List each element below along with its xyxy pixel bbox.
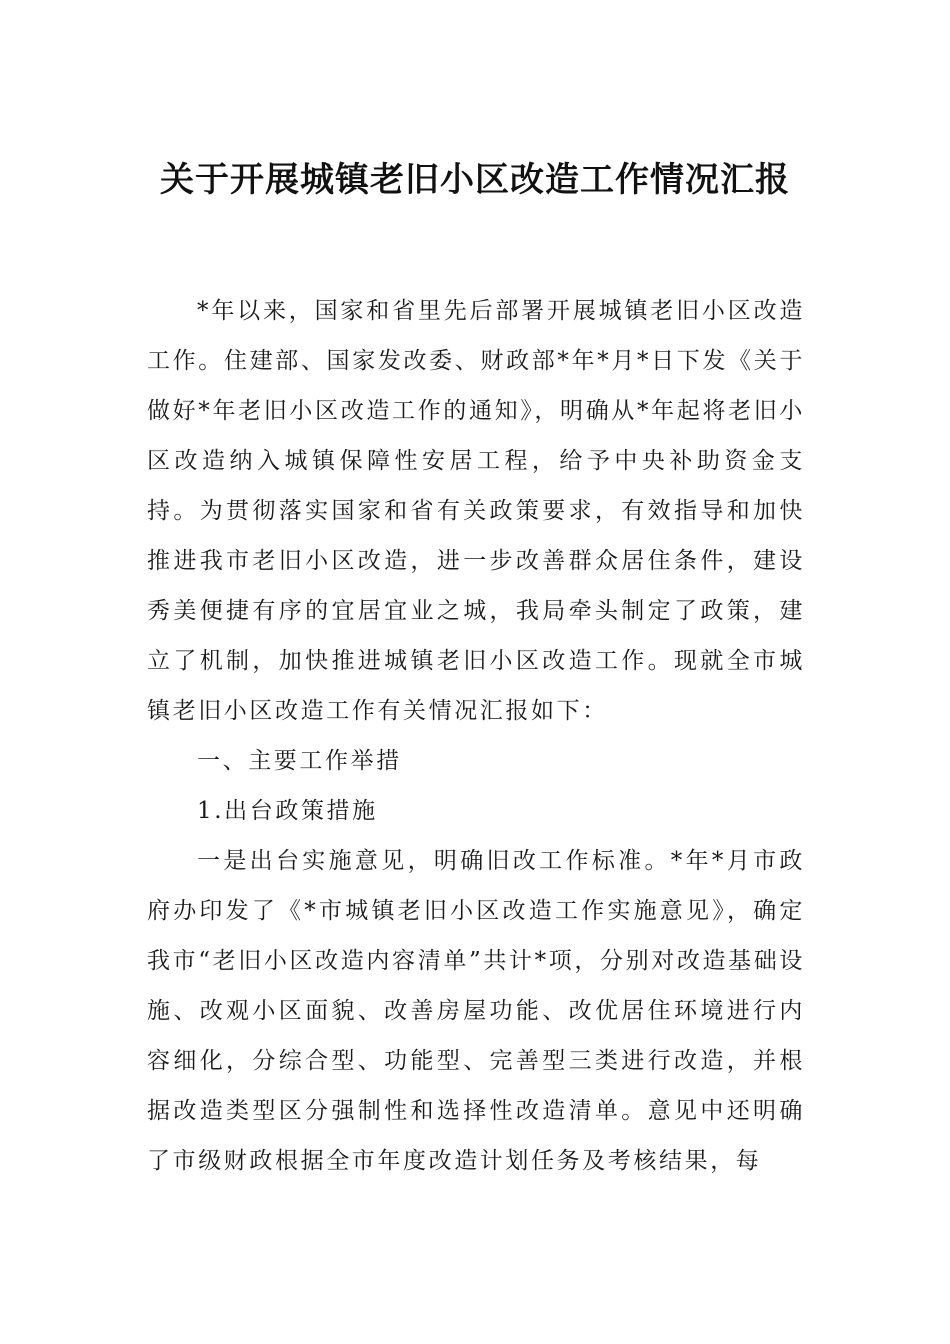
intro-paragraph: *年以来，国家和省里先后部署开展城镇老旧小区改造工作。住建部、国家发改委、财政部*年*月*日下发《关于做好*年老旧小区改造工作的通知》，明确从*年起将老旧小区改造纳入城镇保障性安居工程，给予中央补助资金支持。为贯彻落实国家和省有关政策要求，有效指导和加快推进我市老旧小区改造，进一步改善群众居住条件，建设秀美便捷有序的宜居宜业之城，我局牵头制定了政策，建立了机制，加快推进城镇老旧小区改造工作。现就全市城镇老旧小区改造工作有关情况汇报如下：	[147, 298, 805, 724]
measure-paragraph: 一是出台实施意见，明确旧改工作标准。*年*月市政府办印发了《*市城镇老旧小区改造工作实施意见》，确定我市“老旧小区改造内容清单”共计*项，分别对改造基础设施、改观小区面貌、改善房屋功能、改优居住环境进行内容细化，分综合型、功能型、完善型三类进行改造，并根据改造类型区分强制性和选择性改造清单。意见中还明确了市级财政根据全市年度改造计划任务及考核结果，每	[147, 848, 805, 1174]
document-title: 关于开展城镇老旧小区改造工作情况汇报	[160, 160, 790, 200]
section-heading: 一、主要工作举措	[197, 748, 402, 774]
document-body	[147, 286, 805, 1186]
subsection-heading: 1.出台政策措施	[197, 798, 378, 824]
